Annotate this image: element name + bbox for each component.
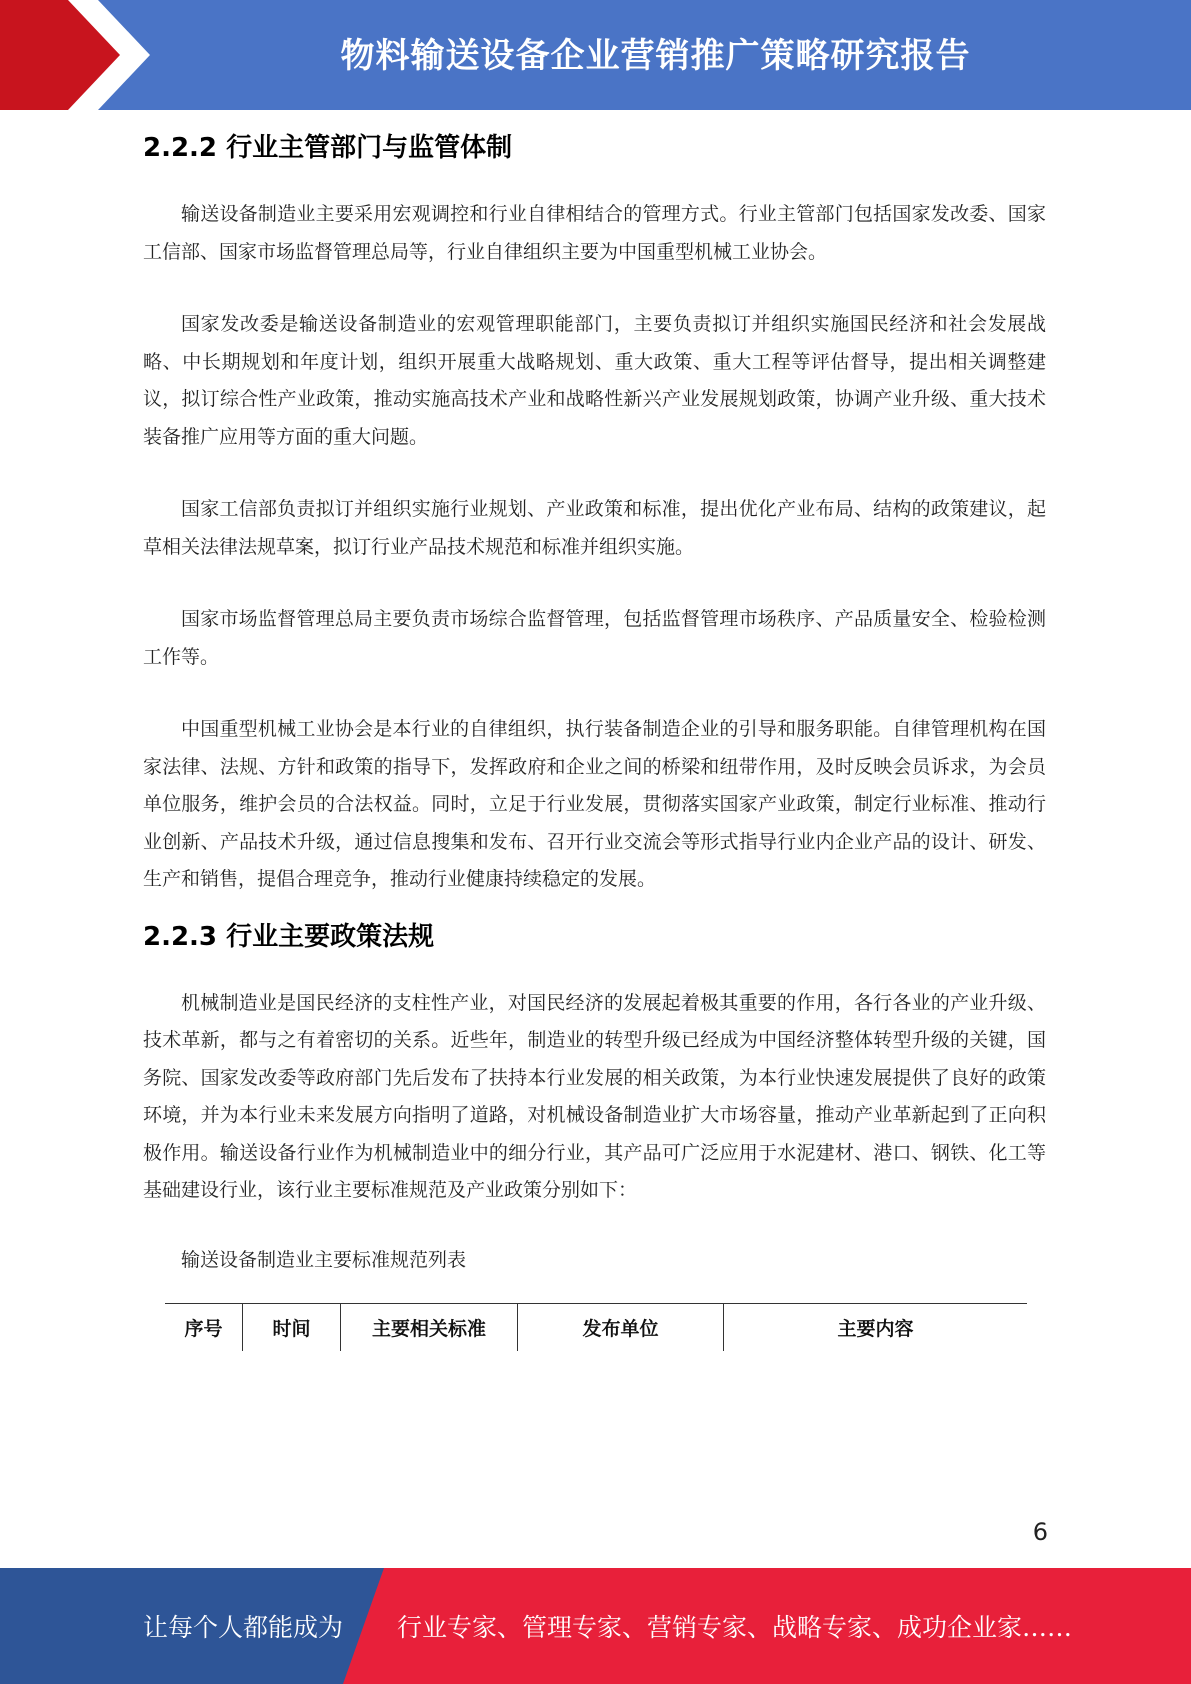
page-header: [0, 0, 1191, 110]
standards-table: [165, 1303, 1027, 1351]
section-heading-2-2-2: 2.2.2 行业主管部门与监管体制: [143, 133, 513, 163]
header-arrow-graphic: [0, 0, 160, 110]
paragraph: 国家发改委是输送设备制造业的宏观管理职能部门，主要负责拟订并组织实施国民经济和社会发展战略、中长期规划和年度计划，组织开展重大战略规划、重大政策、重大工程等评估督导，提出相关调整建议，拟订综合性产业政策，推动实施高技术产业和战略性新兴产业发展规划政策，协调产业升级、重大技术装备推广应用等方面的重大问题。: [143, 313, 1046, 448]
paragraph: 中国重型机械工业协会是本行业的自律组织，执行装备制造企业的引导和服务职能。自律管理机构在国家法律、法规、方针和政策的指导下，发挥政府和企业之间的桥梁和纽带作用，及时反映会员诉求，为会员单位服务，维护会员的合法权益。同时，立足于行业发展，贯彻落实国家产业政策，制定行业标准、推动行业创新、产品技术升级，通过信息搜集和发布、召开行业交流会等形式指导行业内企业产品的设计、研发、生产和销售，提倡合理竞争，推动行业健康持续稳定的发展。: [143, 718, 1046, 890]
table-header-cell: 主要相关标准: [341, 1304, 518, 1352]
table-header-cell: 发布单位: [518, 1304, 724, 1352]
document-title: 物料输送设备企业营销推广策略研究报告: [340, 35, 971, 76]
page-content: [143, 130, 1046, 1351]
section-heading-2-2-3: 2.2.3 行业主要政策法规: [143, 921, 435, 952]
paragraph: 输送设备制造业主要采用宏观调控和行业自律相结合的管理方式。行业主管部门包括国家发改委、国家工信部、国家市场监督管理总局等，行业自律组织主要为中国重型机械工业协会。: [143, 203, 1046, 263]
table-header-row: [165, 1304, 1027, 1352]
paragraph: 国家市场监督管理总局主要负责市场综合监督管理，包括监督管理市场秩序、产品质量安全、检验检测工作等。: [143, 608, 1046, 668]
paragraph: 机械制造业是国民经济的支柱性产业，对国民经济的发展起着极其重要的作用，各行各业的产业升级、技术革新，都与之有着密切的关系。近些年，制造业的转型升级已经成为中国经济整体转型升级的关键，国务院、国家发改委等政府部门先后发布了扶持本行业发展的相关政策，为本行业快速发展提供了良好的政策环境，并为本行业未来发展方向指明了道路，对机械设备制造业扩大市场容量，推动产业革新起到了正向积极作用。输送设备行业作为机械制造业中的细分行业，其产品可广泛应用于水泥建材、港口、钢铁、化工等基础建设行业，该行业主要标准规范及产业政策分别如下：: [143, 991, 1046, 1201]
table-header-cell: 序号: [165, 1304, 243, 1352]
page-footer: [0, 1568, 1191, 1684]
table-caption: 输送设备制造业主要标准规范列表: [181, 1248, 467, 1271]
footer-slogan-left: 让每个人都能成为: [143, 1613, 344, 1642]
footer-slogan-right: 行业专家、管理专家、营销专家、战略专家、成功企业家……: [397, 1613, 1073, 1642]
paragraph: 国家工信部负责拟订并组织实施行业规划、产业政策和标准，提出优化产业布局、结构的政策建议，起草相关法律法规草案，拟订行业产品技术规范和标准并组织实施。: [143, 498, 1046, 558]
table-header-cell: 主要内容: [724, 1304, 1028, 1352]
table-header-cell: 时间: [243, 1304, 341, 1352]
page-number: 6: [1032, 1518, 1048, 1546]
